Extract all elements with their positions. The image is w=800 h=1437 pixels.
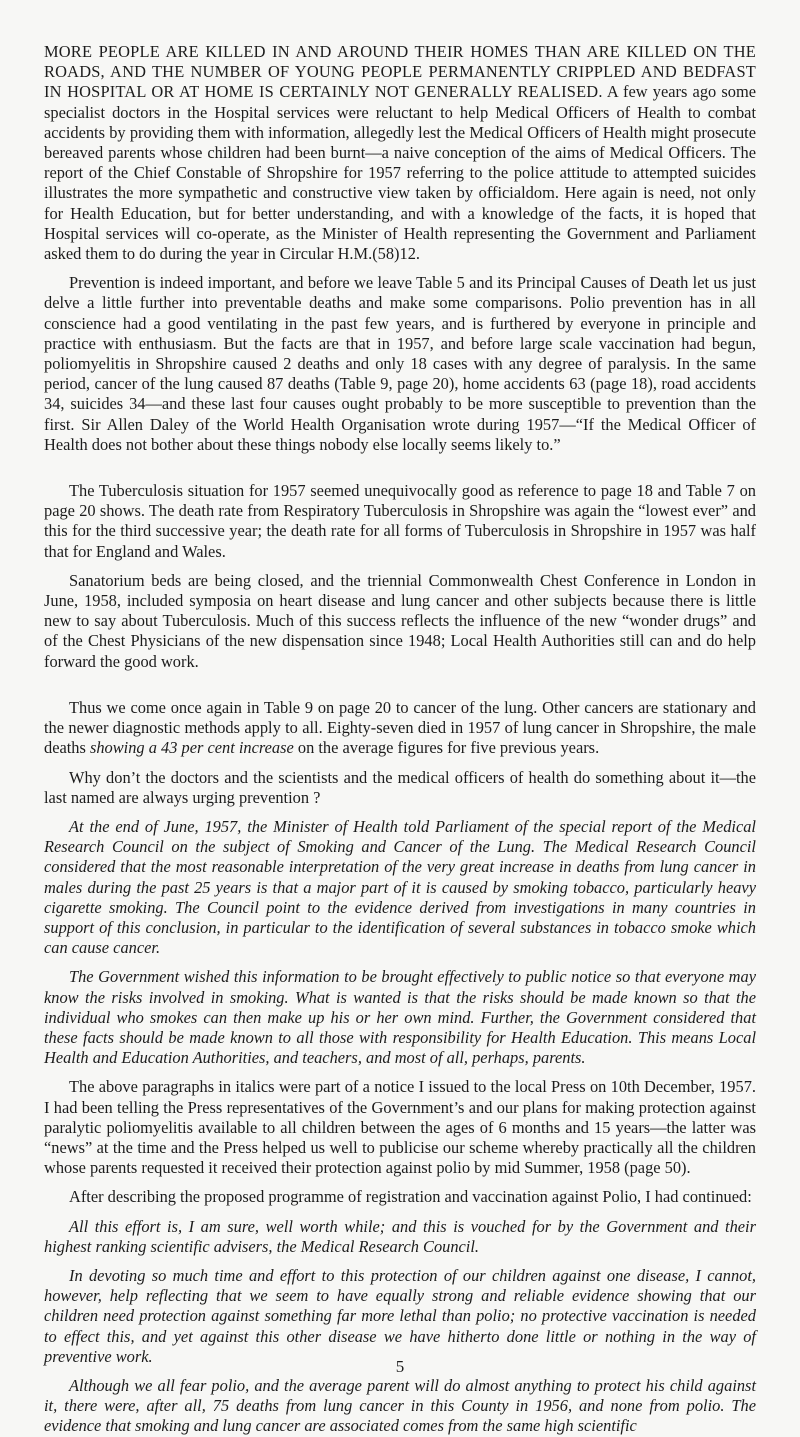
paragraph-italic-minister: At the end of June, 1957, the Minister of Health told Parliament of the special report of the Medical Research Council on the subject of Smoking and Cancer of the Lung. The Medical Research Council considered that the most reasonable interpretation of the very great increase in deaths from lung cancer in males during the past 25 years is that a major part of it is caused by smoking tobacco, particularly heavy cigarette smoking. The Council point to the evidence derived from investigations in many countries in support of this conclusion, in particular to the identification of several substances in tobacco smoke which can cause cancer. bbox=[44, 816, 756, 958]
paragraph-sanatorium: Sanatorium beds are being closed, and the triennial Commonwealth Chest Conference in London in June, 1958, included symposia on heart disease and lung cancer and other subjects because there is little new to say about Tuberculosis. Much of this success reflects the influence of the new “wonder drugs” and of the Chest Physicians of the new dispensation since 1948; Local Health Authorities still can and do help forward the good work. bbox=[44, 570, 756, 671]
paragraph-tuberculosis: The Tuberculosis situation for 1957 seemed unequivocally good as reference to page 18 and Table 7 on page 20 shows. The death rate from Respiratory Tuberculosis in Shropshire was again the “lowest ever” and this for the third successive year; the death rate for all forms of Tuberculosis in Shropshire in 1957 was half that for England and Wales. bbox=[44, 481, 756, 561]
emphasis-text: showing a 43 per cent increase bbox=[89, 738, 294, 758]
page-number: 5 bbox=[395, 1357, 405, 1376]
paragraph-italic-fear-polio: Although we all fear polio, and the average parent will do almost anything to protect his child against it, there were, after all, 75 deaths from lung cancer in this County in 1956, and none from polio. The evidence that smoking and lung cancer are associated comes from the same high scientific bbox=[44, 1375, 756, 1436]
paragraph-text: on the average figures for five previous years. bbox=[293, 738, 600, 758]
paragraph-text: Thus we come once again in Table 9 on page 20 to cancer of the lung. Other cancers are stationary and the newer diagnostic methods apply to all. Eighty-seven died in 1957 of lung cancer in Shropshire, the male deaths bbox=[44, 697, 756, 758]
paragraph-prevention: Prevention is indeed important, and before we leave Table 5 and its Principal Causes of Death let us just delve a little further into preventable deaths and make some comparisons. Polio prevention has in all conscience had a good ventilating in the past few years, and is furthered by everyone in principle and practice with enthusiasm. But the facts are that in 1957, and before large scale vaccination had begun, poliomyelitis in Shropshire caused 2 deaths and only 18 cases with any degree of paralysis. In the same period, cancer of the lung caused 87 deaths (Table 9, page 20), home accidents 63 (page 18), road accidents 34, suicides 34—and these last four causes ought probably to be more susceptible to prevention than the first. Sir Allen Daley of the World Health Organisation wrote during 1957—“If the Medical Officer of Health does not bother about these things nobody else locally seems likely to.” bbox=[44, 273, 756, 454]
paragraph-lung-cancer bbox=[44, 698, 756, 759]
paragraph-text: A few years ago some specialist doctors in the Hospital services were reluctant to help Medical Officers of Health to combat accidents by providing them with information, allegedly lest the Medical Officers of Health might prosecute bereaved parents whose children had been burnt—a naive conception of the aims of Medical Officers. The report of the Chief Constable of Shropshire for 1957 referring to the police attitude to attempted suicides illustrates the more sympathetic and constructive view taken by officialdom. Here again is need, not only for Health Education, but for better understanding, and with a knowledge of the facts, it is hoped that Hospital services will co-operate, as the Minister of Health representing the Government and Parliament asked them to do during the year in Circular H.M.(58)12. bbox=[44, 82, 757, 264]
paragraph-why: Why don’t the doctors and the scientists and the medical officers of health do something about it—the last named are always urging prevention ? bbox=[44, 767, 756, 807]
paragraph-press-notice: The above paragraphs in italics were part of a notice I issued to the local Press on 10th December, 1957. I had been telling the Press representatives of the Government’s and our plans for making protection against paralytic poliomyelitis available to all children between the ages of 6 months and 15 years—the latter was “news” at the time and the Press helped us well to publicise our scheme whereby practically all the children whose parents requested it received their protection against polio by mid Summer, 1958 (page 50). bbox=[44, 1077, 756, 1178]
paragraph-italic-devoting: In devoting so much time and effort to this protection of our children against one disease, I cannot, however, help reflecting that we seem to have equally strong and reliable evidence showing that our children need protection against something far more lethal than polio; no protective vaccination is needed to effect this, and yet against this other disease we have hitherto done little or nothing in the way of preventive work. bbox=[44, 1265, 756, 1366]
paragraph-italic-effort: All this effort is, I am sure, well worth while; and this is vouched for by the Government and their highest ranking scientific advisers, the Medical Research Council. bbox=[44, 1216, 756, 1256]
paragraph-home-accidents bbox=[44, 42, 756, 264]
caps-heading: MORE PEOPLE ARE KILLED IN AND AROUND THEIR HOMES THAN ARE KILLED ON THE ROADS, AND THE NUMBER OF YOUNG PEOPLE PERMANENTLY CRIPPLED AND BEDFAST IN HOSPITAL OR AT HOME IS CERTAINLY NOT GENERALLY REALISED. bbox=[44, 42, 756, 102]
paragraph-italic-government: The Government wished this information to be brought effectively to public notice so that everyone may know the risks involved in smoking. What is wanted is that the risks should be made known so that the individual who smokes can then make up his or her own mind. Further, the Government considered that these facts should be made known to all those with responsibility for Health Education. This means Local Health and Education Authorities, and teachers, and most of all, perhaps, parents. bbox=[44, 967, 756, 1068]
paragraph-after-describing: After describing the proposed programme of registration and vaccination against Polio, I had continued: bbox=[69, 1187, 752, 1207]
